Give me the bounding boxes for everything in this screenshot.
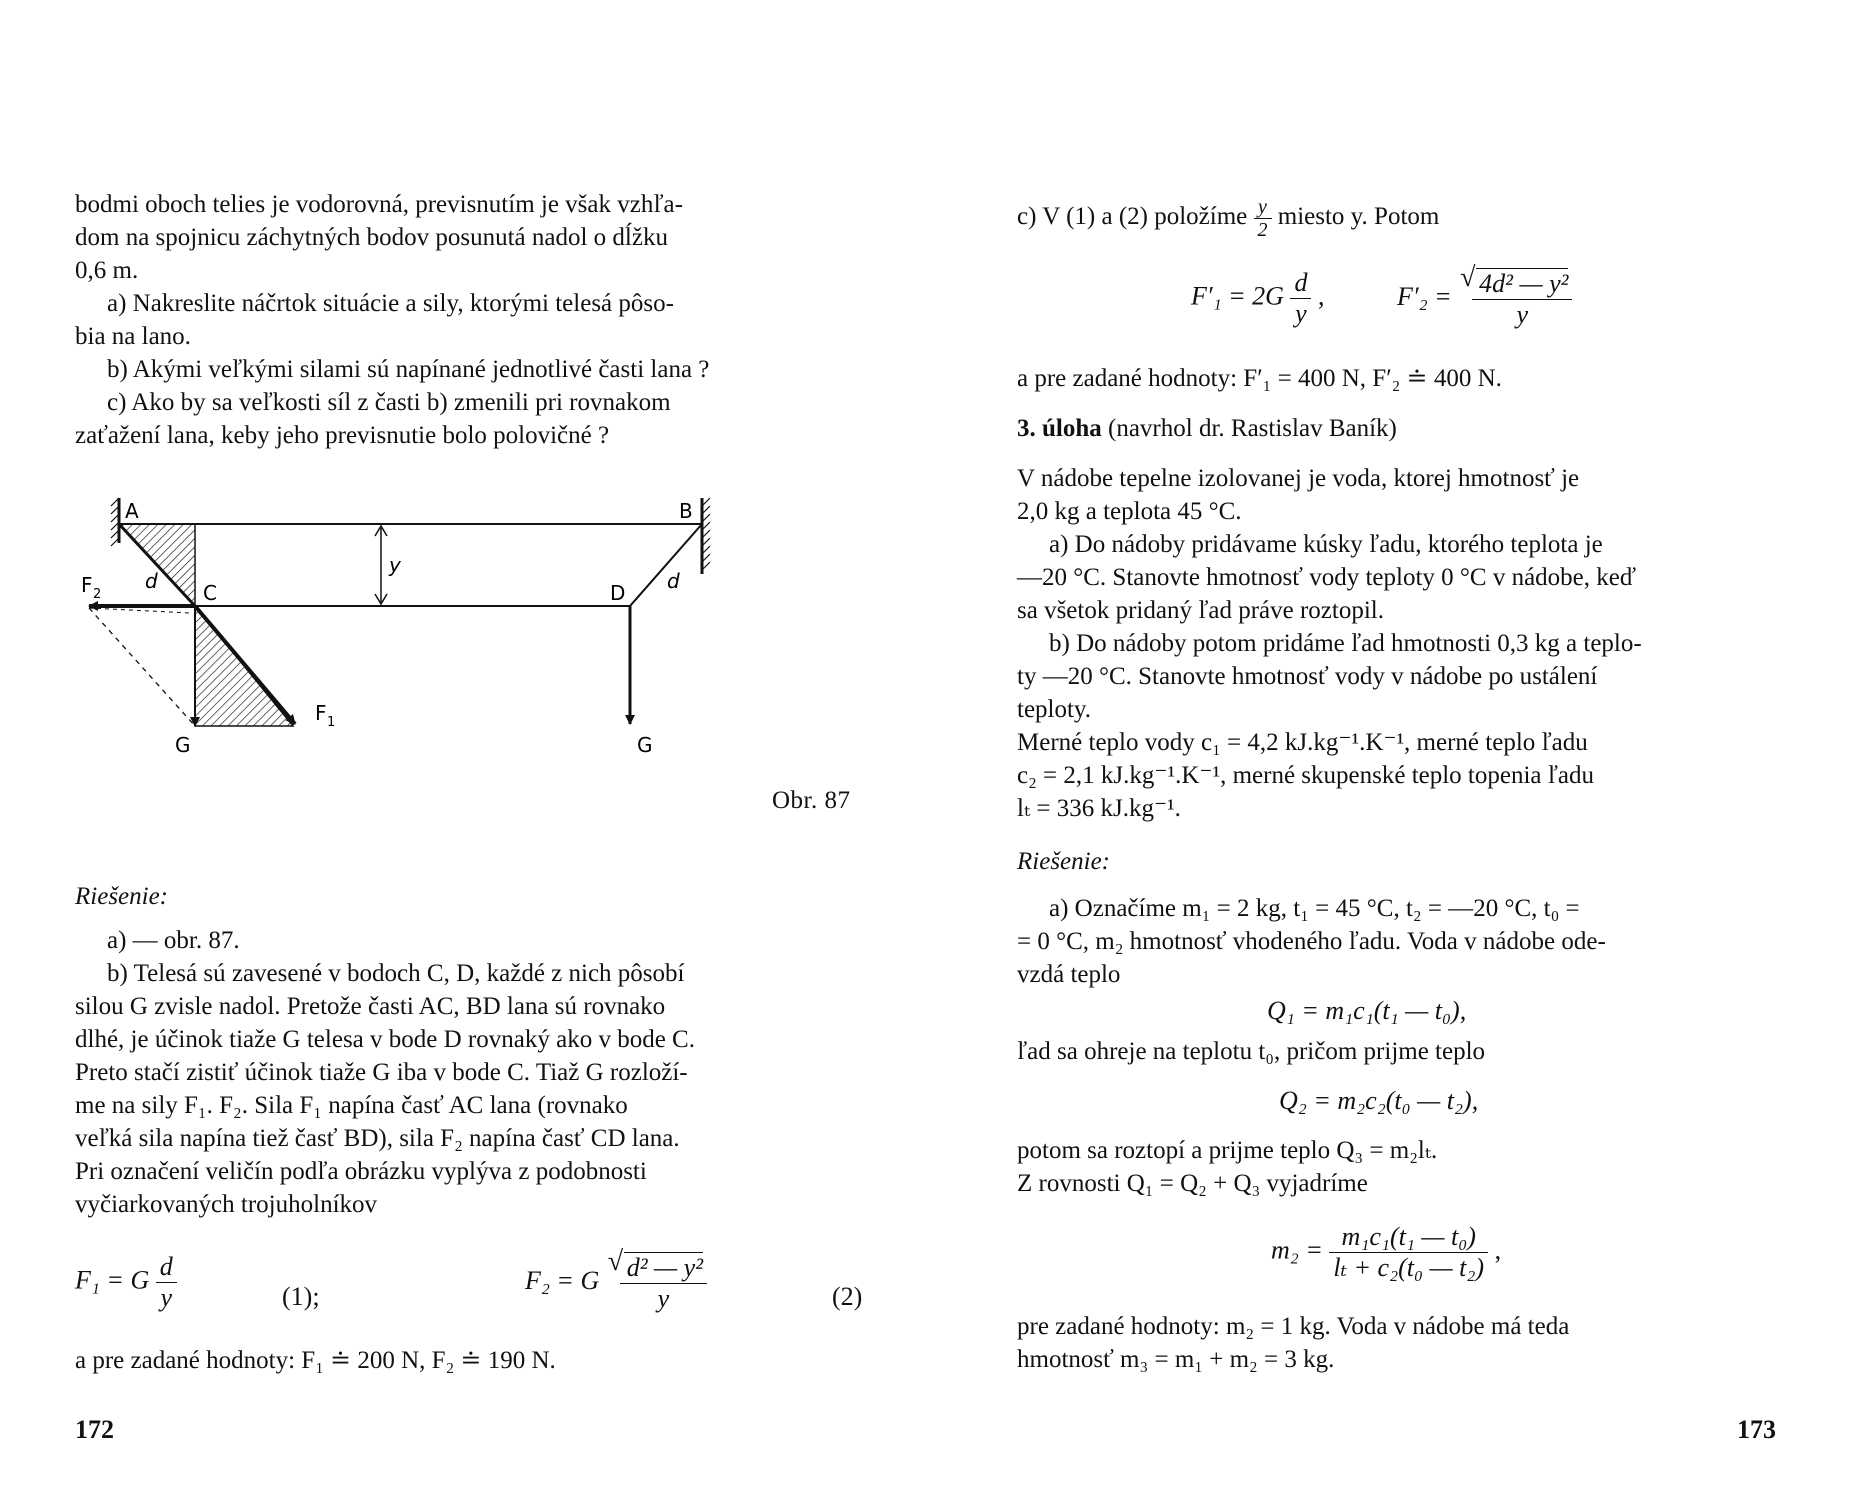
task3-heading [1017, 412, 1397, 445]
task3-b-1: b) Do nádoby potom pridáme ľad hmotnosti 0,3 kg a teplo- [1049, 630, 1642, 657]
label-f2-sub: 2 [93, 587, 102, 602]
solution-b-line-4: Preto stačí zistiť účinok tiaže G iba v bode C. Tiaž G rozloží- [75, 1059, 688, 1086]
equation-f2-prime-den: y [1516, 300, 1529, 329]
equation-m2 [1271, 1222, 1501, 1283]
equation-m2-den: lₜ + c₂(t₀ — t₂) [1333, 1253, 1485, 1282]
task3-consts-1: Merné teplo vody c₁ = 4,2 kJ.kg⁻¹.K⁻¹, merné teplo ľadu [1017, 729, 1588, 756]
c-instruction [1017, 196, 1439, 241]
c-fraction-num: y [1254, 196, 1272, 219]
label-d-left: d [145, 569, 158, 593]
rope-db [630, 524, 702, 606]
equation-f2-prime-num [1472, 268, 1572, 300]
equation-2 [525, 1252, 707, 1314]
solution-b-line-1: b) Telesá sú zavesené v bodoch C, D, každé z nich pôsobí [107, 960, 685, 987]
intro-line-3: 0,6 m. [75, 257, 139, 284]
solution-b-line-8: vyčiarkovaných trojuholníkov [75, 1191, 378, 1218]
figure-caption: Obr. 87 [772, 787, 851, 814]
line-melt: potom sa roztopí a prijme teplo Q₃ = m₂lₜ. [1017, 1137, 1438, 1164]
equation-f2-prime-lhs: F′₂ = [1397, 281, 1452, 311]
solution-heading-right: Riešenie: [1017, 848, 1111, 875]
task3-consts-2: c₂ = 2,1 kJ.kg⁻¹.K⁻¹, merné skupenské teplo topenia ľadu [1017, 762, 1595, 789]
label-g-left: G [175, 733, 191, 757]
label-f1-sub: 1 [327, 715, 336, 730]
solution-b-line-5: me na sily F₁. F₂. Sila F₁ napína časť AC lana (rovnako [75, 1092, 628, 1119]
label-g-right: G [637, 733, 653, 757]
equation-f1-prime-fraction [1290, 268, 1311, 329]
label-f2: F [81, 573, 93, 597]
label-f1: F [315, 701, 327, 725]
dashed-construction-1 [89, 608, 195, 726]
equation-m2-num: m₁c₁(t₁ — t₀) [1329, 1222, 1488, 1253]
task3-author: (navrhol dr. Rastislav Baník) [1108, 415, 1397, 442]
c-result: a pre zadané hodnoty: F′₁ = 400 N, F′₂ ≐ 400 N. [1017, 365, 1502, 392]
task3-a-1: a) Do nádoby pridávame kúsky ľadu, ktorého teplota je [1049, 531, 1603, 558]
label-d-right: d [667, 569, 680, 593]
label-b: B [679, 499, 693, 523]
solution-a-left: a) — obr. 87. [107, 927, 240, 954]
final-line-1: pre zadané hodnoty: m₂ = 1 kg. Voda v nádobe má teda [1017, 1313, 1570, 1340]
task3-b-3: teploty. [1017, 696, 1092, 723]
equation-2-numerator [620, 1252, 707, 1284]
c-fraction-den: 2 [1257, 219, 1268, 241]
equation-1-denominator: y [160, 1283, 173, 1312]
equation-m2-tail: , [1494, 1235, 1502, 1265]
c-instruction-post: miesto y. Potom [1277, 203, 1440, 231]
label-a: A [125, 499, 139, 523]
figure-87 [75, 488, 735, 768]
solution-heading-left: Riešenie: [75, 883, 169, 910]
c-instruction-pre: c) V (1) a (2) položíme [1017, 203, 1248, 231]
equation-1 [75, 1252, 177, 1313]
equation-f1-prime-den: y [1295, 299, 1307, 328]
solution-b-line-2: silou G zvisle nadol. Pretože časti AC, BD lana sú rovnako [75, 993, 666, 1020]
task3-a-2: —20 °C. Stanovte hmotnosť vody teploty 0 °C v nádobe, keď [1017, 564, 1637, 591]
final-line-2: hmotnosť m₃ = m₁ + m₂ = 3 kg. [1017, 1346, 1335, 1373]
task-a-line-2: bia na lano. [75, 323, 191, 350]
intro-line-1: bodmi oboch telies je vodorovná, previsnutím je však vzhľa- [75, 191, 683, 218]
solution-a-right-3: vzdá teplo [1017, 961, 1121, 988]
task-c-line-2: zaťažení lana, keby jeho previsnutie bolo polovičné ? [75, 422, 610, 449]
task3-intro-1: V nádobe tepelne izolovanej je voda, ktorej hmotnosť je [1017, 465, 1580, 492]
equation-2-fraction [620, 1252, 707, 1314]
equation-1-fraction [156, 1252, 177, 1313]
task-c-line-1: c) Ako by sa veľkosti síl z časti b) zmenili pri rovnakom [107, 389, 671, 416]
task-b: b) Akými veľkými silami sú napínané jednotlivé časti lana ? [107, 356, 710, 383]
label-c: C [203, 581, 217, 605]
dashed-construction-2 [89, 608, 190, 613]
label-d: D [610, 581, 626, 605]
equation-1-tag: (1); [282, 1282, 320, 1311]
equation-2-lhs: F₂ = G [525, 1265, 600, 1295]
line-ice-heats: ľad sa ohreje na teplotu t₀, pričom prijme teplo [1017, 1038, 1486, 1065]
task3-a-3: sa všetok pridaný ľad práve roztopil. [1017, 597, 1384, 624]
equation-f1-prime-num: d [1290, 268, 1311, 299]
equation-2-denominator: y [657, 1284, 670, 1313]
result-left: a pre zadané hodnoty: F₁ ≐ 200 N, F₂ ≐ 190 N. [75, 1347, 556, 1374]
page-number-left: 172 [75, 1415, 114, 1444]
sqrt-symbol-2: √ 4d² — y² [1476, 268, 1568, 299]
page-number-right: 173 [1737, 1415, 1776, 1444]
intro-line-2: dom na spojnicu záchytných bodov posunutá nadol o dĺžku [75, 224, 668, 251]
equation-1-lhs: F₁ = G [75, 1265, 150, 1295]
task3-consts-3: lₜ = 336 kJ.kg⁻¹. [1017, 795, 1181, 822]
task3-title: 3. úloha [1017, 415, 1102, 442]
equation-m2-fraction [1329, 1222, 1488, 1283]
task3-b-2: ty —20 °C. Stanovte hmotnosť vody v nádobe po ustálení [1017, 663, 1598, 690]
equation-q2: Q₂ = m₂c₂(t₀ — t₂), [1279, 1086, 1479, 1115]
equation-q1: Q₁ = m₁c₁(t₁ — t₀), [1267, 996, 1467, 1025]
equation-f2-prime [1397, 268, 1572, 330]
task3-intro-2: 2,0 kg a teplota 45 °C. [1017, 498, 1242, 525]
line-equality: Z rovnosti Q₁ = Q₂ + Q₃ vyjadríme [1017, 1170, 1368, 1197]
solution-b-line-3: dlhé, je účinok tiaže G telesa v bode D rovnaký ako v bode C. [75, 1026, 695, 1053]
equation-f1-prime: F′₁ = 2G $\frac{d}{y}$ , [1191, 268, 1325, 328]
task-a-line-1: a) Nakreslite náčrtok situácie a sily, ktorými telesá pôso- [107, 290, 674, 317]
c-instruction-fraction [1254, 196, 1272, 241]
equation-1-numerator: d [156, 1252, 177, 1283]
sqrt-symbol: √ d² — y² [624, 1252, 703, 1283]
solution-a-right-2: = 0 °C, m₂ hmotnosť vhodeného ľadu. Voda v nádobe ode- [1017, 928, 1606, 955]
equation-f1-prime-lhs: F′₁ = 2G [1191, 281, 1284, 311]
right-page [935, 0, 1870, 1500]
solution-a-right-1: a) Označíme m₁ = 2 kg, t₁ = 45 °C, t₂ = —20 °C, t₀ = [1049, 895, 1580, 922]
equation-f2-prime-fraction [1472, 268, 1572, 330]
label-y: y [389, 553, 401, 577]
solution-b-line-6: veľká sila napína tiež časť BD), sila F₂ napína časť CD lana. [75, 1125, 680, 1152]
equation-2-tag: (2) [832, 1282, 863, 1311]
solution-b-line-7: Pri označení veličín podľa obrázku vyplýva z podobnosti [75, 1158, 647, 1185]
equation-m2-lhs: m₂ = [1271, 1235, 1323, 1265]
